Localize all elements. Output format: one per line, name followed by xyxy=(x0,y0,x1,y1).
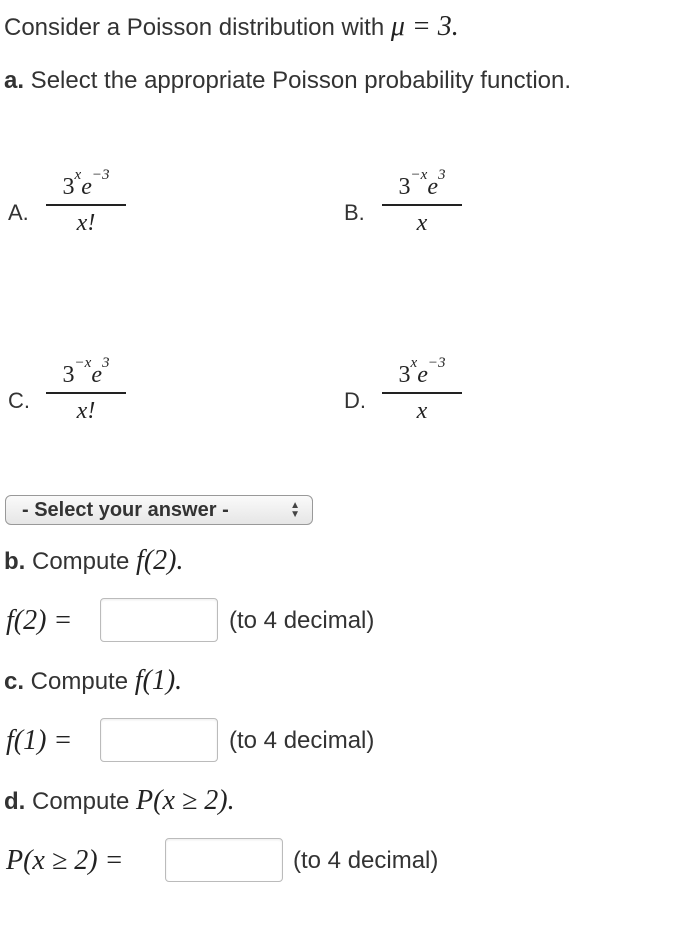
part-d-lhs: P(x ≥ 2) = xyxy=(6,845,124,876)
option-d-formula: $3^xe^{-3}$ x xyxy=(382,360,462,426)
part-c-math: f(1). xyxy=(134,665,183,696)
option-d-letter: D. xyxy=(344,388,366,413)
intro-line xyxy=(4,12,459,43)
option-c-letter: C. xyxy=(8,388,30,413)
intro-math: μ = 3. xyxy=(390,11,459,42)
part-c-text: Compute xyxy=(24,668,135,695)
part-a-prompt xyxy=(4,66,571,96)
part-c-prompt xyxy=(4,666,182,697)
part-d-hint: (to 4 decimal) xyxy=(293,847,439,874)
option-a-letter: A. xyxy=(8,200,29,225)
part-b-lhs: f(2) = xyxy=(6,605,73,636)
part-a-label: a. xyxy=(4,67,25,94)
option-b-formula: $3^{-x}e^3$ x xyxy=(382,172,462,238)
part-c-label: c. xyxy=(4,668,25,695)
option-c-formula: $3^{-x}e^3$ x! xyxy=(46,360,126,426)
part-d-label: d. xyxy=(4,788,26,815)
option-b-letter: B. xyxy=(344,200,365,225)
answer-select-value: - Select your answer - xyxy=(22,498,229,521)
part-b-math: f(2). xyxy=(136,545,184,576)
option-a-formula: $3^xe^{-3}$ x! xyxy=(46,172,126,238)
part-d-input[interactable] xyxy=(165,838,283,882)
part-c-input[interactable] xyxy=(100,718,218,762)
select-arrows-icon: ▲ ▼ xyxy=(290,500,300,520)
part-b-prompt xyxy=(4,546,183,577)
part-b-text: Compute xyxy=(25,548,137,575)
part-a-text: Select the appropriate Poisson probability function. xyxy=(24,67,572,94)
intro-text: Consider a Poisson distribution with xyxy=(4,14,391,41)
part-b-label: b. xyxy=(4,548,26,575)
part-b-input[interactable] xyxy=(100,598,218,642)
part-c-lhs: f(1) = xyxy=(6,725,73,756)
part-d-prompt xyxy=(4,786,235,817)
part-c-hint: (to 4 decimal) xyxy=(229,727,375,754)
answer-select[interactable] xyxy=(5,495,313,525)
part-d-text: Compute xyxy=(25,788,137,815)
part-b-hint: (to 4 decimal) xyxy=(229,607,375,634)
part-d-math: P(x ≥ 2). xyxy=(136,785,235,816)
